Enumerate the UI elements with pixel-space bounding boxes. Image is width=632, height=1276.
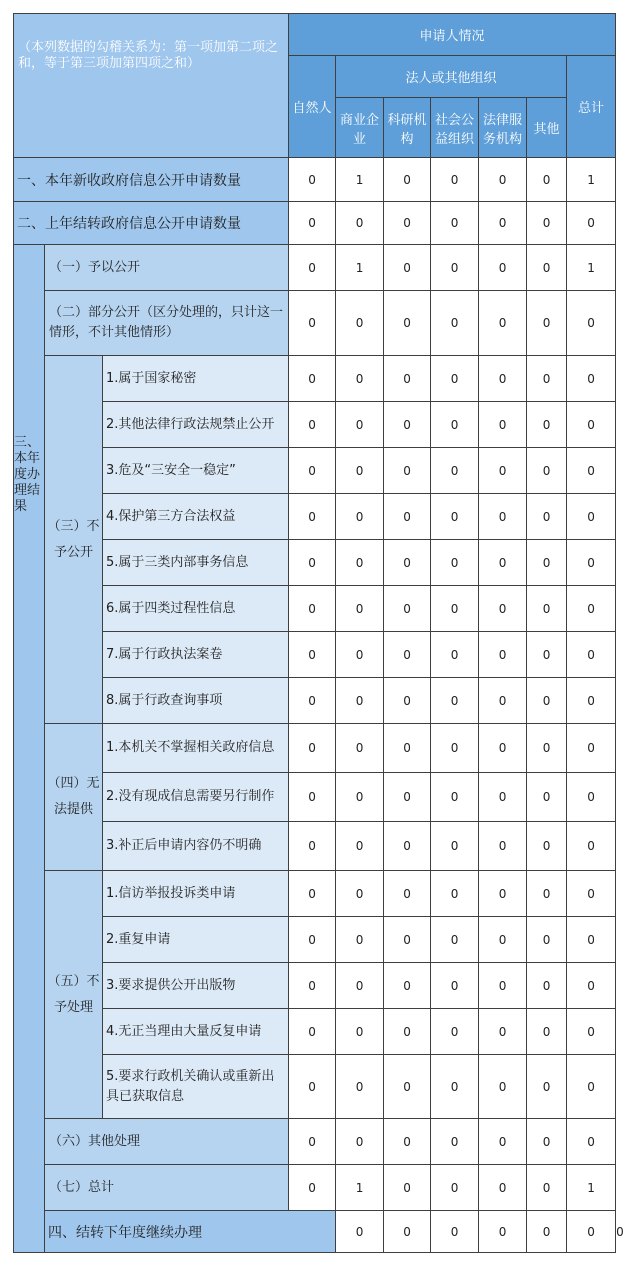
table-row bbox=[14, 871, 616, 917]
row-label: 5.属于三类内部事务信息 bbox=[103, 540, 289, 586]
cell-value: 0 bbox=[384, 678, 431, 724]
cell-value: 0 bbox=[289, 632, 336, 678]
cell-value: 0 bbox=[431, 1211, 479, 1253]
cell-value: 0 bbox=[289, 678, 336, 724]
cell-value: 0 bbox=[384, 540, 431, 586]
header-research: 科研机构 bbox=[384, 98, 431, 158]
cell-value: 0 bbox=[527, 356, 567, 402]
cell-value: 0 bbox=[527, 1119, 567, 1165]
cell-value: 0 bbox=[336, 678, 384, 724]
cell-value: 0 bbox=[479, 822, 527, 871]
header-public-welfare: 社会公益组织 bbox=[431, 98, 479, 158]
cell-value: 0 bbox=[336, 963, 384, 1009]
cell-value: 0 bbox=[431, 1165, 479, 1211]
cell-value: 0 bbox=[384, 1211, 431, 1253]
cell-value: 0 bbox=[567, 1211, 616, 1253]
table-row bbox=[14, 158, 616, 202]
header-natural-person: 自然人 bbox=[289, 56, 336, 158]
table-row bbox=[14, 356, 616, 402]
cell-value: 0 bbox=[384, 963, 431, 1009]
table-row bbox=[14, 917, 616, 963]
row-label: 1.信访举报投诉类申请 bbox=[103, 871, 289, 917]
table-row bbox=[14, 773, 616, 822]
cell-value: 0 bbox=[431, 402, 479, 448]
table-row bbox=[14, 1165, 616, 1211]
cell-value: 0 bbox=[527, 773, 567, 822]
table-row bbox=[14, 202, 616, 245]
header-legal-service: 法律服务机构 bbox=[479, 98, 527, 158]
cell-value: 0 bbox=[567, 678, 616, 724]
table-row bbox=[14, 632, 616, 678]
cell-value: 0 bbox=[527, 1055, 567, 1119]
cell-value: 0 bbox=[527, 632, 567, 678]
cell-value: 1 bbox=[336, 158, 384, 202]
cell-value: 0 bbox=[479, 1165, 527, 1211]
cell-value: 0 bbox=[567, 540, 616, 586]
cell-value: 0 bbox=[431, 494, 479, 540]
cell-value: 1 bbox=[567, 245, 616, 291]
cell-value: 0 bbox=[384, 402, 431, 448]
cell-value: 0 bbox=[479, 963, 527, 1009]
row-label: 3.要求提供公开出版物 bbox=[103, 963, 289, 1009]
cell-value: 0 bbox=[336, 822, 384, 871]
cell-value: 0 bbox=[431, 586, 479, 632]
cell-value: 0 bbox=[336, 202, 384, 245]
cell-value: 0 bbox=[479, 245, 527, 291]
table-row bbox=[14, 724, 616, 773]
cell-value: 0 bbox=[336, 586, 384, 632]
cell-value: 0 bbox=[567, 494, 616, 540]
cell-value: 0 bbox=[384, 356, 431, 402]
row-label: 6.属于四类过程性信息 bbox=[103, 586, 289, 632]
cell-value: 0 bbox=[431, 291, 479, 356]
cell-value: 0 bbox=[289, 871, 336, 917]
row-label: （七）总计 bbox=[45, 1165, 289, 1211]
cell-value: 0 bbox=[479, 540, 527, 586]
section3-label: 三、本年度办理结果 bbox=[14, 245, 45, 1253]
cell-value: 0 bbox=[479, 917, 527, 963]
cell-value: 0 bbox=[336, 494, 384, 540]
cell-value: 0 bbox=[567, 822, 616, 871]
cell-value: 0 bbox=[527, 540, 567, 586]
cell-value: 0 bbox=[567, 917, 616, 963]
table-row bbox=[14, 678, 616, 724]
cell-value: 0 bbox=[289, 202, 336, 245]
cell-value: 0 bbox=[289, 356, 336, 402]
cell-value: 0 bbox=[289, 448, 336, 494]
cell-value: 0 bbox=[384, 1009, 431, 1055]
cell-value: 0 bbox=[567, 773, 616, 822]
cell-value: 0 bbox=[431, 963, 479, 1009]
cell-value: 0 bbox=[479, 871, 527, 917]
cell-value: 0 bbox=[336, 540, 384, 586]
cell-value: 0 bbox=[479, 724, 527, 773]
group-label: （四）无法提供 bbox=[45, 724, 103, 871]
cell-value: 0 bbox=[384, 632, 431, 678]
row-label: （二）部分公开（区分处理的，只计这一情形，不计其他情形） bbox=[45, 291, 289, 356]
group-label: （三）不予公开 bbox=[45, 356, 103, 724]
cell-value: 0 bbox=[384, 1055, 431, 1119]
cell-value: 0 bbox=[384, 586, 431, 632]
cell-value: 0 bbox=[479, 1009, 527, 1055]
table-row bbox=[14, 402, 616, 448]
cell-value: 0 bbox=[336, 402, 384, 448]
cell-value: 0 bbox=[479, 773, 527, 822]
cell-value: 0 bbox=[479, 632, 527, 678]
cell-value: 0 bbox=[527, 678, 567, 724]
cell-value: 0 bbox=[289, 773, 336, 822]
cell-value: 0 bbox=[567, 632, 616, 678]
cell-value: 0 bbox=[289, 1055, 336, 1119]
cell-value: 0 bbox=[527, 291, 567, 356]
cell-value: 0 bbox=[431, 356, 479, 402]
row-label: 7.属于行政执法案卷 bbox=[103, 632, 289, 678]
table-row bbox=[14, 586, 616, 632]
cell-value: 0 bbox=[336, 1009, 384, 1055]
cell-value: 0 bbox=[431, 448, 479, 494]
table-row bbox=[14, 1009, 616, 1055]
row-label: 4.保护第三方合法权益 bbox=[103, 494, 289, 540]
cell-value: 1 bbox=[567, 1165, 616, 1211]
row-label: 二、上年结转政府信息公开申请数量 bbox=[14, 202, 289, 245]
cell-value: 0 bbox=[527, 1211, 567, 1253]
cell-value: 0 bbox=[527, 402, 567, 448]
cell-value: 0 bbox=[336, 291, 384, 356]
table-row bbox=[14, 822, 616, 871]
cell-value: 0 bbox=[384, 202, 431, 245]
cell-value: 0 bbox=[431, 724, 479, 773]
cell-value: 0 bbox=[289, 1119, 336, 1165]
cell-value: 0 bbox=[431, 1055, 479, 1119]
cell-value: 0 bbox=[567, 963, 616, 1009]
cell-value: 0 bbox=[431, 678, 479, 724]
row-label: 8.属于行政查询事项 bbox=[103, 678, 289, 724]
cell-value: 0 bbox=[567, 356, 616, 402]
cell-value: 0 bbox=[527, 494, 567, 540]
header-commercial: 商业企业 bbox=[336, 98, 384, 158]
header-other: 其他 bbox=[527, 98, 567, 158]
header-legal-group: 法人或其他组织 bbox=[336, 56, 567, 98]
table-row bbox=[14, 540, 616, 586]
cell-value: 0 bbox=[289, 1165, 336, 1211]
row-label: 4.无正当理由大量反复申请 bbox=[103, 1009, 289, 1055]
cell-value: 0 bbox=[527, 917, 567, 963]
table-row bbox=[14, 448, 616, 494]
table-row bbox=[14, 494, 616, 540]
row-label: 2.没有现成信息需要另行制作 bbox=[103, 773, 289, 822]
cell-value: 0 bbox=[479, 402, 527, 448]
cell-value: 0 bbox=[479, 158, 527, 202]
cell-value: 0 bbox=[336, 724, 384, 773]
header-total: 总计 bbox=[567, 56, 616, 158]
cell-value: 0 bbox=[527, 158, 567, 202]
cell-value: 0 bbox=[289, 1009, 336, 1055]
cell-value: 0 bbox=[289, 494, 336, 540]
cell-value: 0 bbox=[527, 448, 567, 494]
cell-value: 0 bbox=[479, 202, 527, 245]
cell-value: 0 bbox=[479, 448, 527, 494]
cell-value: 0 bbox=[567, 1009, 616, 1055]
cell-value: 0 bbox=[431, 540, 479, 586]
row-label: 2.重复申请 bbox=[103, 917, 289, 963]
cell-value: 0 bbox=[527, 1009, 567, 1055]
cell-value: 0 bbox=[384, 724, 431, 773]
cell-value: 0 bbox=[336, 917, 384, 963]
cell-value: 0 bbox=[431, 158, 479, 202]
cell-value: 0 bbox=[567, 586, 616, 632]
table-row bbox=[14, 291, 616, 356]
cell-value: 0 bbox=[336, 773, 384, 822]
cell-value: 0 bbox=[336, 356, 384, 402]
cell-value: 0 bbox=[431, 773, 479, 822]
cell-value: 0 bbox=[384, 1119, 431, 1165]
cell-value: 0 bbox=[289, 402, 336, 448]
cell-value: 0 bbox=[384, 245, 431, 291]
cell-value: 0 bbox=[289, 540, 336, 586]
cell-value: 0 bbox=[384, 291, 431, 356]
cell-value: 1 bbox=[567, 158, 616, 202]
cell-value: 0 bbox=[567, 1119, 616, 1165]
cell-value: 0 bbox=[431, 202, 479, 245]
cell-value: 1 bbox=[336, 1165, 384, 1211]
cell-value: 0 bbox=[479, 586, 527, 632]
cell-value: 0 bbox=[384, 773, 431, 822]
table-row bbox=[14, 1119, 616, 1165]
cell-value: 0 bbox=[479, 1119, 527, 1165]
cell-value: 0 bbox=[336, 1055, 384, 1119]
cell-value: 0 bbox=[527, 1165, 567, 1211]
cell-value: 0 bbox=[527, 245, 567, 291]
cell-value: 0 bbox=[336, 1211, 384, 1253]
cell-value: 0 bbox=[567, 402, 616, 448]
cell-value: 0 bbox=[289, 724, 336, 773]
cell-value: 0 bbox=[527, 871, 567, 917]
cell-value: 0 bbox=[431, 632, 479, 678]
cell-value: 0 bbox=[384, 494, 431, 540]
cell-value: 0 bbox=[479, 1211, 527, 1253]
cell-value: 0 bbox=[384, 917, 431, 963]
cell-value: 0 bbox=[479, 678, 527, 724]
cell-value: 0 bbox=[384, 1165, 431, 1211]
cell-value: 0 bbox=[289, 586, 336, 632]
cell-value: 0 bbox=[479, 356, 527, 402]
row-label: 四、结转下年度继续办理 bbox=[45, 1211, 336, 1253]
table-row bbox=[14, 245, 616, 291]
cell-value: 1 bbox=[336, 245, 384, 291]
cell-value: 0 bbox=[527, 822, 567, 871]
cell-value: 0 bbox=[431, 1009, 479, 1055]
cell-value: 0 bbox=[289, 963, 336, 1009]
cell-value: 0 bbox=[289, 822, 336, 871]
cell-value: 0 bbox=[431, 822, 479, 871]
cell-value: 0 bbox=[384, 448, 431, 494]
cell-value: 0 bbox=[527, 586, 567, 632]
row-label: 1.属于国家秘密 bbox=[103, 356, 289, 402]
row-label: 2.其他法律行政法规禁止公开 bbox=[103, 402, 289, 448]
cell-value: 0 bbox=[384, 158, 431, 202]
disclosure-statistics-table bbox=[13, 13, 624, 1253]
row-label: （一）予以公开 bbox=[45, 245, 289, 291]
cell-value: 0 bbox=[336, 448, 384, 494]
cell-value: 0 bbox=[567, 291, 616, 356]
cell-value: 0 bbox=[431, 917, 479, 963]
table-row bbox=[14, 1055, 616, 1119]
table-row: 四、结转下年度继续办理 0 0 0 0 0 0 0 bbox=[14, 1211, 616, 1253]
cell-value: 0 bbox=[289, 917, 336, 963]
group-label: （五）不予处理 bbox=[45, 871, 103, 1119]
cell-value: 0 bbox=[567, 202, 616, 245]
cell-value: 0 bbox=[431, 245, 479, 291]
cell-value: 0 bbox=[567, 724, 616, 773]
row-label: 1.本机关不掌握相关政府信息 bbox=[103, 724, 289, 773]
cell-value: 0 bbox=[431, 871, 479, 917]
row-label: 3.危及“三安全一稳定” bbox=[103, 448, 289, 494]
cell-value: 0 bbox=[336, 632, 384, 678]
cell-value: 0 bbox=[527, 963, 567, 1009]
row-label: 3.补正后申请内容仍不明确 bbox=[103, 822, 289, 871]
cell-value: 0 bbox=[567, 871, 616, 917]
cell-value: 0 bbox=[384, 822, 431, 871]
cell-value: 0 bbox=[336, 871, 384, 917]
row-label: （六）其他处理 bbox=[45, 1119, 289, 1165]
row-label: 5.要求行政机关确认或重新出具已获取信息 bbox=[103, 1055, 289, 1119]
cell-value: 0 bbox=[289, 158, 336, 202]
cell-value: 0 bbox=[431, 1119, 479, 1165]
cell-value: 0 bbox=[479, 1055, 527, 1119]
cell-value: 0 bbox=[479, 494, 527, 540]
header-note: （本列数据的勾稽关系为：第一项加第二项之和，等于第三项加第四项之和） bbox=[14, 14, 289, 158]
table-row bbox=[14, 963, 616, 1009]
cell-value: 0 bbox=[289, 291, 336, 356]
cell-value: 0 bbox=[336, 1119, 384, 1165]
cell-value: 0 bbox=[567, 448, 616, 494]
cell-value: 0 bbox=[567, 1055, 616, 1119]
cell-value: 0 bbox=[384, 871, 431, 917]
cell-value: 0 bbox=[479, 291, 527, 356]
cell-value: 0 bbox=[527, 202, 567, 245]
row-label: 一、本年新收政府信息公开申请数量 bbox=[14, 158, 289, 202]
cell-value: 0 bbox=[289, 245, 336, 291]
header-applicant-situation: 申请人情况 bbox=[289, 14, 616, 56]
cell-value: 0 bbox=[527, 724, 567, 773]
